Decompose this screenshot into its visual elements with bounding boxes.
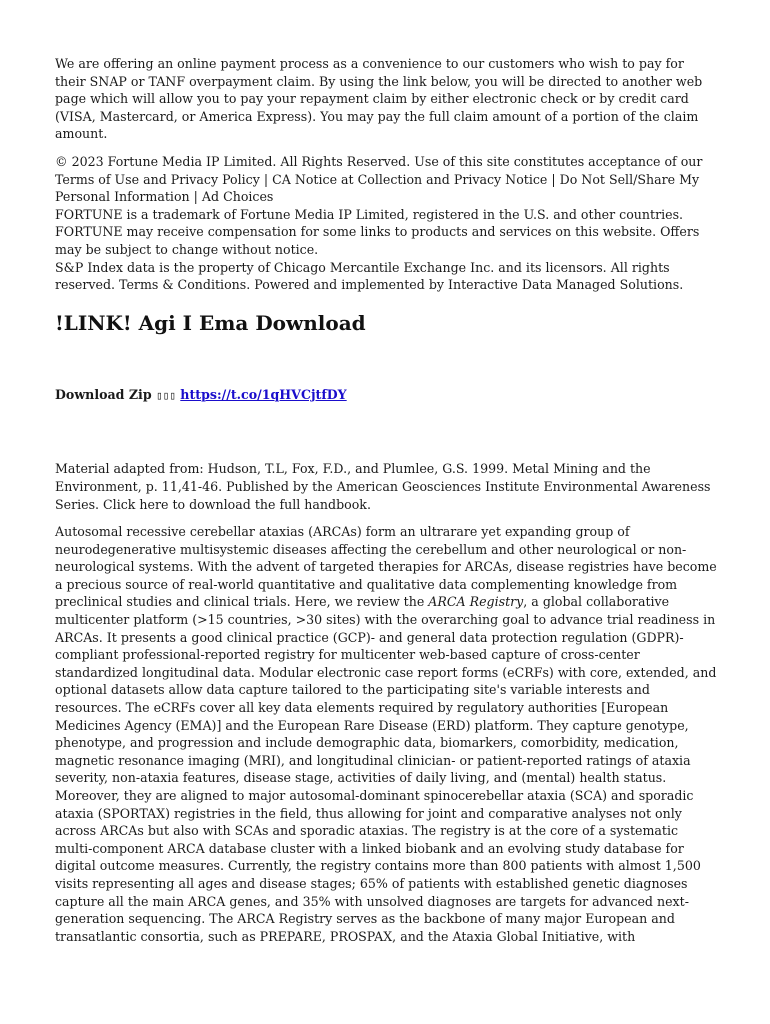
copyright-notice: © 2023 Fortune Media IP Limited. All Rights Reserved. Use of this site constitutes acceptance of our Terms of Use and Privacy Policy | CA Notice at Collection and Privacy Notice | Do Not Sell/Share My Personal Information | Ad Choices <box>55 153 703 205</box>
download-link[interactable]: https://t.co/1qHVCjtfDY <box>180 386 347 402</box>
abstract-text-start: Autosomal recessive cerebellar ataxias (ARCAs) form an ultrarare yet expanding group of neurodegenerative multisystemic diseases affecting the cerebellum and other neurological or non-neurological systems. With the advent of targeted therapies for ARCAs, disease registries have become a precious source of real-world quantitative and qualitative data complementing knowledge from preclinical studies and clinical trials. Here, we review the <box>55 524 717 610</box>
material-source: Material adapted from: Hudson, T.L, Fox, F.D., and Plumlee, G.S. 1999. Metal Mining and the Environment, p. 11,41-46. Published by the American Geosciences Institute Environmental Awareness Series. Click here to download the full handbook. <box>55 461 711 512</box>
page-title: !LINK! Agi I Ema Download <box>55 310 366 335</box>
missing-glyph-icon: ▯▯▯ <box>156 388 176 402</box>
download-label: Download Zip <box>55 386 152 402</box>
document-body <box>55 55 717 945</box>
payment-notice: We are offering an online payment process as a convenience to our customers who wish to pay for their SNAP or TANF overpayment claim. By using the link below, you will be directed to another web page which will allow you to pay your repayment claim by either electronic check or by credit card (VISA, Mastercard, or America Express). You may pay the full claim amount of a portion of the claim amount. <box>55 56 703 142</box>
abstract-text-end: , a global collaborative multicenter platform (>15 countries, >30 sites) with the overarching goal to advance trial readiness in ARCAs. It presents a good clinical practice (GCP)- and general data protection regulation (GDPR)-compliant professional-reported registry for multicenter web-based capture of cross-center standardized longitudinal data. Modular electronic case report forms (eCRFs) with core, extended, and optional datasets allow data capture tailored to the participating site's variable interests and resources. The eCRFs cover all key data elements required by regulatory authorities [European Medicines Agency (EMA)] and the European Rare Disease (ERD) platform. They capture genotype, phenotype, and progression and include demographic data, biomarkers, comorbidity, medication, magnetic resonance imaging (MRI), and longitudinal clinician- or patient-reported ratings of ataxia severity, non-ataxia features, disease stage, activities of daily living, and (mental) health status. Moreover, they are aligned to major autosomal-dominant spinocerebellar ataxia (SCA) and sporadic ataxia (SPORTAX) registries in the field, thus allowing for joint and comparative analyses not only across ARCAs but also with SCAs and sporadic ataxias. The registry is at the core of a systematic multi-component ARCA database cluster with a linked biobank and an evolving study database for digital outcome measures. Currently, the registry contains more than 800 patients with almost 1,500 visits representing all ages and disease stages; 65% of patients with established genetic diagnoses capture all the main ARCA genes, and 35% with unsolved diagnoses are targets for advanced next-generation sequencing. The ARCA Registry serves as the backbone of many major European and transatlantic consortia, such as PREPARE, PROSPAX, and the Ataxia Global Initiative, with <box>55 594 717 944</box>
abstract-paragraph <box>55 523 717 945</box>
download-line <box>55 386 717 405</box>
index-data-notice: S&P Index data is the property of Chicago Mercantile Exchange Inc. and its licensors. All rights reserved. Terms & Conditions. Powered and implemented by Interactive Data Managed Solutions. <box>55 259 684 293</box>
trademark-notice: FORTUNE is a trademark of Fortune Media IP Limited, registered in the U.S. and other countries. FORTUNE may receive compensation for some links to products and services on this website. Offers may be subject to change without notice. <box>55 206 700 257</box>
arca-registry-italic: ARCA Registry <box>428 594 524 610</box>
